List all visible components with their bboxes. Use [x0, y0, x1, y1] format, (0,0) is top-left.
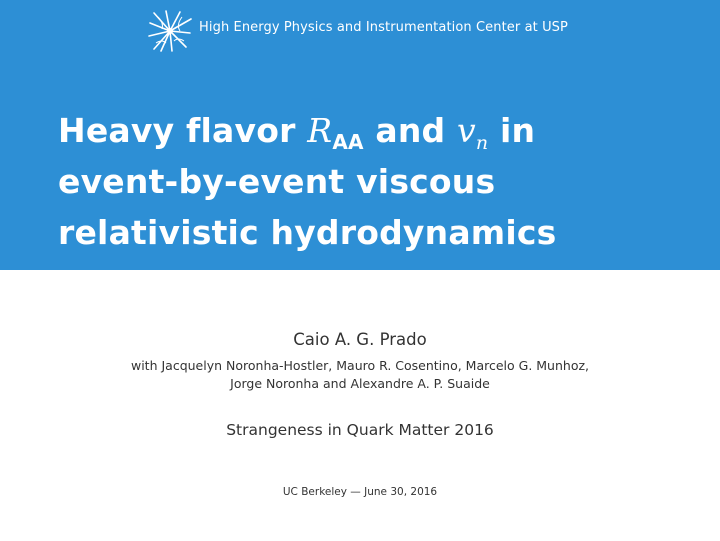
title-line-2: event-by-event viscous — [58, 162, 496, 201]
raa-symbol: R — [307, 111, 333, 150]
title-banner — [0, 0, 720, 270]
title-line-3: relativistic hydrodynamics — [58, 213, 557, 252]
author-name: Caio A. G. Prado — [293, 330, 427, 349]
vn-subscript: n — [475, 132, 489, 154]
title-text-1: Heavy flavor — [58, 111, 308, 150]
conference-name: Strangeness in Quark Matter 2016 — [226, 421, 494, 439]
venue-date: UC Berkeley — June 30, 2016 — [282, 486, 438, 498]
title-text-3: in — [488, 111, 536, 150]
organization-name: High Energy Physics and Instrumentation Center at USP — [199, 20, 568, 35]
hepic-logo-icon — [146, 9, 194, 53]
raa-subscript: AA — [332, 130, 364, 154]
collaborators — [60, 357, 660, 393]
collaborators-line-2: Jorge Noronha and Alexandre A. P. Suaide — [230, 376, 490, 391]
presentation-title — [58, 105, 698, 258]
collaborators-line-1: with Jacquelyn Noronha-Hostler, Mauro R. Cosentino, Marcelo G. Munhoz, — [130, 358, 590, 373]
vn-symbol: v — [457, 111, 476, 150]
title-text-2: and — [363, 111, 458, 150]
title-line-1 — [58, 105, 698, 156]
